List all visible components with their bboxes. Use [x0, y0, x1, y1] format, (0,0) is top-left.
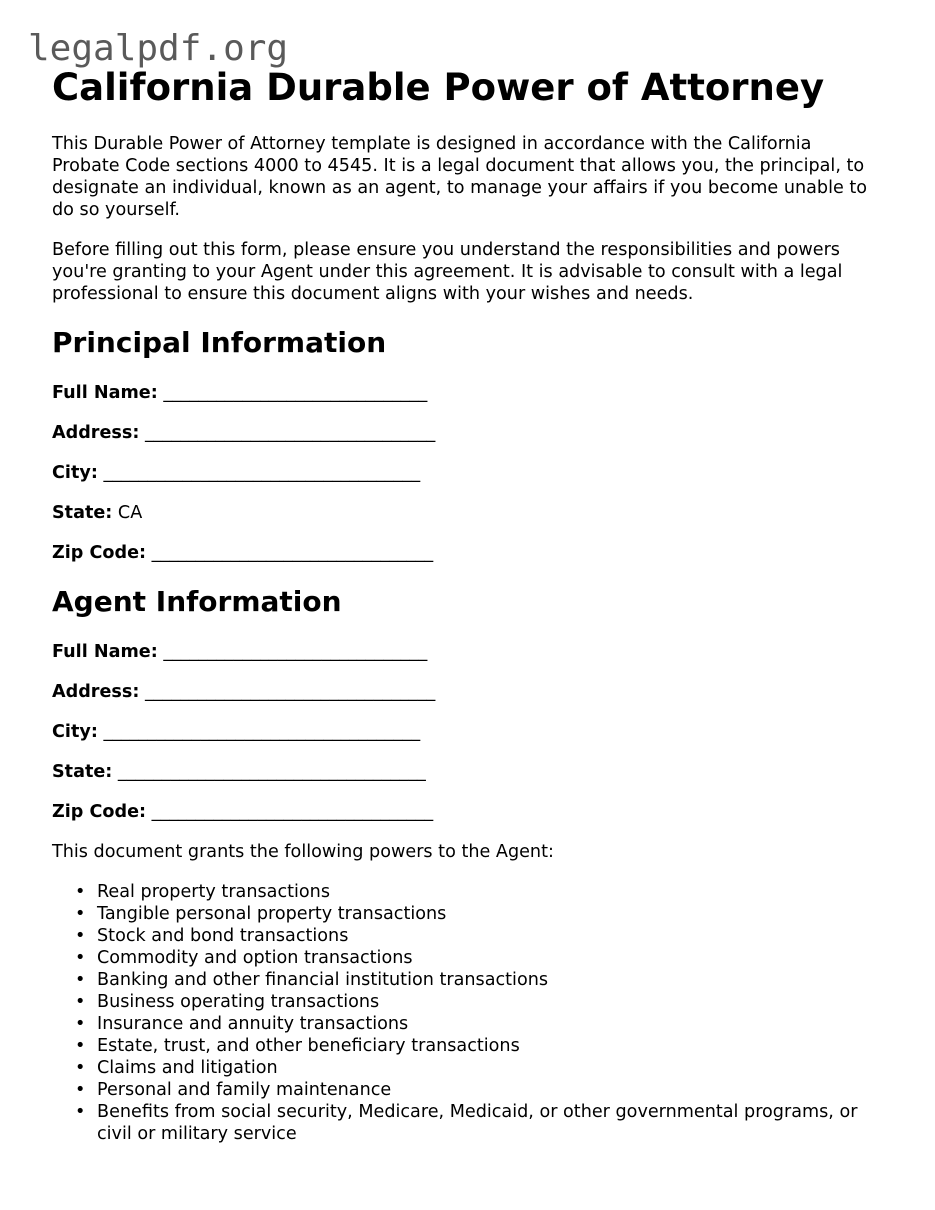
field-label: Zip Code:: [52, 802, 147, 822]
list-item: [75, 1079, 882, 1101]
bullet-icon: •: [75, 1080, 86, 1100]
list-item-text: Real property transactions: [97, 882, 330, 902]
field-value[interactable]: ____________________________________: [97, 463, 421, 483]
powers-list: [52, 881, 882, 1145]
list-item: [75, 1101, 882, 1145]
powers-intro: This document grants the following powers to the Agent:: [52, 842, 554, 862]
field-value[interactable]: ________________________________: [146, 543, 434, 563]
agent-state-field[interactable]: [52, 761, 882, 783]
list-item-text: Insurance and annuity transactions: [97, 1014, 409, 1034]
agent-section: [52, 585, 882, 823]
list-item-text: Commodity and option transactions: [97, 948, 413, 968]
agent-full-name-field[interactable]: [52, 641, 882, 663]
principal-heading: Principal Information: [52, 326, 387, 359]
bullet-icon: •: [75, 882, 86, 902]
bullet-icon: •: [75, 1058, 86, 1078]
field-label: Address:: [52, 423, 140, 443]
list-item-text: Benefits from social security, Medicare, Medicaid, or other governmental programs, or civil or military service: [97, 1102, 858, 1144]
field-value[interactable]: ______________________________: [157, 383, 428, 403]
principal-state-field: [52, 502, 882, 524]
intro-paragraph-2: Before filling out this form, please ensure you understand the responsibilities and powers you're granting to your Agent under this agreement. It is advisable to consult with a legal professional to ensure this document aligns with your wishes and needs.: [52, 240, 843, 304]
principal-zip-code-field[interactable]: [52, 542, 882, 564]
agent-city-field[interactable]: [52, 721, 882, 743]
bullet-icon: •: [75, 970, 86, 990]
list-item: [75, 1013, 882, 1035]
list-item-text: Banking and other financial institution transactions: [97, 970, 549, 990]
list-item: [75, 1035, 882, 1057]
field-value[interactable]: ___________________________________: [112, 762, 426, 782]
field-label: State:: [52, 503, 113, 523]
field-label: Full Name:: [52, 383, 158, 403]
field-value[interactable]: _________________________________: [139, 423, 436, 443]
list-item: [75, 903, 882, 925]
bullet-icon: •: [75, 1036, 86, 1056]
bullet-icon: •: [75, 926, 86, 946]
bullet-icon: •: [75, 992, 86, 1012]
principal-city-field[interactable]: [52, 462, 882, 484]
agent-address-field[interactable]: [52, 681, 882, 703]
field-label: Address:: [52, 682, 140, 702]
bullet-icon: •: [75, 948, 86, 968]
principal-address-field[interactable]: [52, 422, 882, 444]
field-label: City:: [52, 722, 98, 742]
bullet-icon: •: [75, 904, 86, 924]
field-value[interactable]: ____________________________________: [97, 722, 421, 742]
agent-heading: Agent Information: [52, 585, 342, 618]
document-body: [52, 64, 882, 1145]
list-item-text: Business operating transactions: [97, 992, 380, 1012]
field-value[interactable]: ______________________________: [157, 642, 428, 662]
list-item: [75, 991, 882, 1013]
field-label: Full Name:: [52, 642, 158, 662]
field-label: Zip Code:: [52, 543, 147, 563]
field-label: City:: [52, 463, 98, 483]
list-item: [75, 925, 882, 947]
list-item-text: Tangible personal property transactions: [97, 904, 447, 924]
field-value[interactable]: ________________________________: [146, 802, 434, 822]
bullet-icon: •: [75, 1102, 86, 1122]
list-item-text: Stock and bond transactions: [97, 926, 349, 946]
field-label: State:: [52, 762, 113, 782]
intro-paragraph-1: This Durable Power of Attorney template is designed in accordance with the California Probate Code sections 4000 to 4545. It is a legal document that allows you, the principal, to designate an individual, known as an agent, to manage your affairs if you become unable to do so yourself.: [52, 134, 868, 220]
watermark-logo: legalpdf.org: [28, 28, 289, 69]
list-item: [75, 1057, 882, 1079]
principal-full-name-field[interactable]: [52, 382, 882, 404]
document-title: California Durable Power of Attorney: [52, 66, 825, 109]
agent-zip-code-field[interactable]: [52, 801, 882, 823]
list-item: [75, 947, 882, 969]
field-value: CA: [112, 503, 143, 523]
field-value[interactable]: _________________________________: [139, 682, 436, 702]
list-item-text: Claims and litigation: [97, 1058, 278, 1078]
list-item-text: Estate, trust, and other beneficiary transactions: [97, 1036, 520, 1056]
list-item: [75, 969, 882, 991]
list-item: [75, 881, 882, 903]
principal-section: [52, 326, 882, 564]
list-item-text: Personal and family maintenance: [97, 1080, 392, 1100]
bullet-icon: •: [75, 1014, 86, 1034]
